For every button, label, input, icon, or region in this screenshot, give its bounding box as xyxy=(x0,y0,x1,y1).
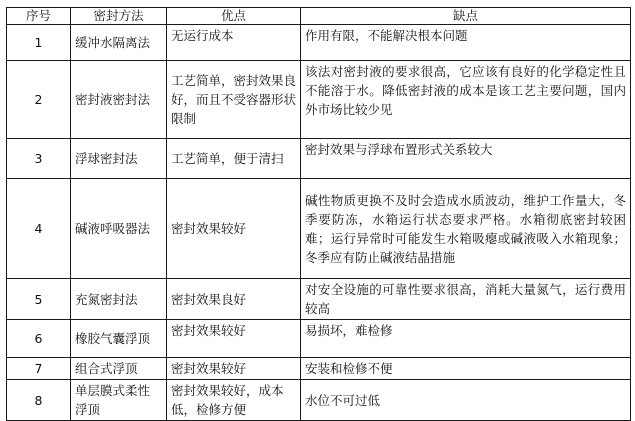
cell-pros: 工艺简单，密封效果良好，而且不受容器形状限制 xyxy=(167,61,301,139)
cell-cons: 对安全设施的可靠性要求很高，消耗大量氮气，运行费用较高 xyxy=(301,279,631,320)
table-row xyxy=(7,179,631,279)
table-row xyxy=(7,279,631,320)
cell-cons: 易损坏，难检修 xyxy=(301,320,631,358)
header-method: 密封方法 xyxy=(71,8,167,25)
cell-pros: 密封效果较好 xyxy=(167,320,301,358)
header-cons: 缺点 xyxy=(301,8,631,25)
cell-cons: 安装和检修不便 xyxy=(301,358,631,380)
cell-method: 橡胶气囊浮顶 xyxy=(71,320,167,358)
cell-no: 2 xyxy=(7,61,71,139)
cell-no: 6 xyxy=(7,320,71,358)
header-no: 序号 xyxy=(7,8,71,25)
table-row xyxy=(7,320,631,358)
sealing-methods-table xyxy=(6,7,631,421)
cell-pros: 密封效果较好 xyxy=(167,179,301,279)
table-row xyxy=(7,139,631,179)
cell-cons: 该法对密封液的要求很高，它应该有良好的化学稳定性且不能溶于水。降低密封液的成本是该工艺主要问题，国内外市场比较少见 xyxy=(301,61,631,139)
cell-no: 5 xyxy=(7,279,71,320)
table-row xyxy=(7,61,631,139)
cell-cons: 密封效果与浮球布置形式关系较大 xyxy=(301,139,631,179)
cell-pros: 工艺简单，便于清扫 xyxy=(167,139,301,179)
cell-no: 3 xyxy=(7,139,71,179)
cell-method: 单层膜式柔性浮顶 xyxy=(71,380,167,421)
table-row xyxy=(7,380,631,421)
cell-method: 密封液密封法 xyxy=(71,61,167,139)
cell-no: 4 xyxy=(7,179,71,279)
cell-method: 充氮密封法 xyxy=(71,279,167,320)
cell-cons: 作用有限，不能解决根本问题 xyxy=(301,25,631,61)
cell-method: 碱液呼吸器法 xyxy=(71,179,167,279)
cell-method: 组合式浮顶 xyxy=(71,358,167,380)
table-row xyxy=(7,358,631,380)
table-container xyxy=(6,7,631,421)
cell-no: 8 xyxy=(7,380,71,421)
cell-cons: 碱性物质更换不及时会造成水质波动，维护工作量大，冬季要防冻，水箱运行状态要求严格。水箱彻底密封较困难；运行异常时可能发生水箱吸瘪或碱液吸入水箱现象；冬季应有防止碱液结晶措施 xyxy=(301,179,631,279)
cell-pros: 无运行成本 xyxy=(167,25,301,61)
cell-cons: 水位不可过低 xyxy=(301,380,631,421)
cell-pros: 密封效果较好，成本低，检修方便 xyxy=(167,380,301,421)
table-row xyxy=(7,25,631,61)
cell-no: 7 xyxy=(7,358,71,380)
cell-no: 1 xyxy=(7,25,71,61)
cell-pros: 密封效果良好 xyxy=(167,279,301,320)
cell-method: 缓冲水隔离法 xyxy=(71,25,167,61)
cell-pros: 密封效果较好 xyxy=(167,358,301,380)
table-header-row xyxy=(7,8,631,25)
header-pros: 优点 xyxy=(167,8,301,25)
cell-method: 浮球密封法 xyxy=(71,139,167,179)
